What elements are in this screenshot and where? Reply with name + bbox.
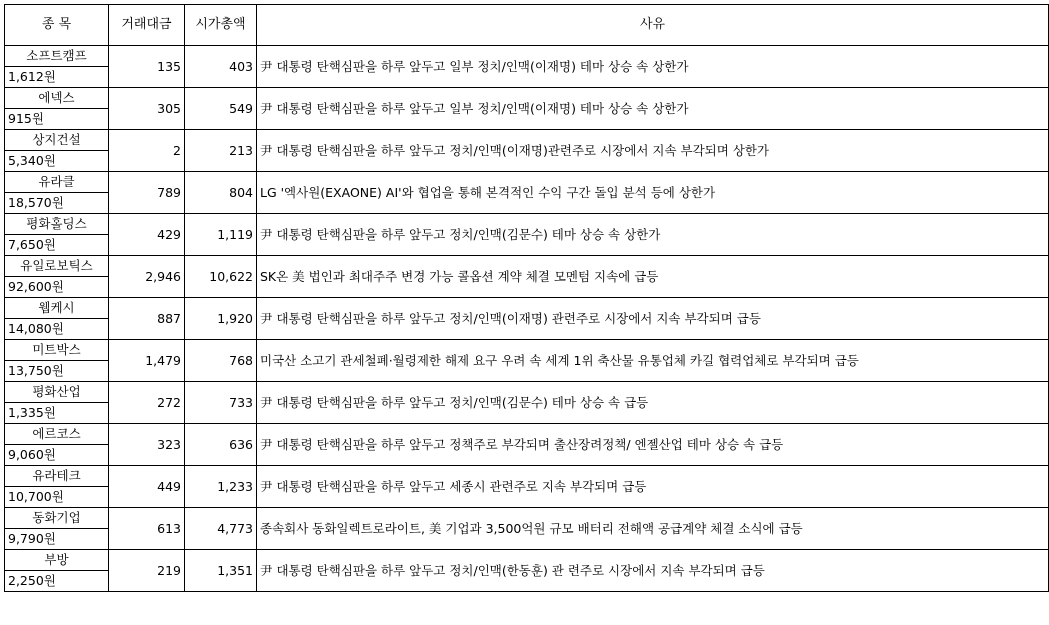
market-cap: 10,622 — [185, 256, 257, 298]
stock-price: 9,790원 — [5, 529, 109, 550]
table-row — [5, 550, 1049, 571]
stock-name: 유라테크 — [5, 466, 109, 487]
market-cap: 768 — [185, 340, 257, 382]
stock-price: 18,570원 — [5, 193, 109, 214]
stock-price: 915원 — [5, 109, 109, 130]
stock-price: 7,650원 — [5, 235, 109, 256]
stock-name: 부방 — [5, 550, 109, 571]
trade-volume: 613 — [109, 508, 185, 550]
stock-price: 1,612원 — [5, 67, 109, 88]
stock-table — [4, 4, 1049, 592]
trade-volume: 429 — [109, 214, 185, 256]
stock-price: 5,340원 — [5, 151, 109, 172]
market-cap: 213 — [185, 130, 257, 172]
stock-price: 2,250원 — [5, 571, 109, 592]
stock-name: 소프트캠프 — [5, 46, 109, 67]
stock-name: 에넥스 — [5, 88, 109, 109]
trade-volume: 449 — [109, 466, 185, 508]
header-market-cap: 시가총액 — [185, 5, 257, 46]
reason-text: 미국산 소고기 관세철폐·월령제한 해제 요구 우려 속 세계 1위 축산물 유통업체 카길 협력업체로 부각되며 급등 — [257, 340, 1049, 382]
table-row — [5, 172, 1049, 193]
market-cap: 1,233 — [185, 466, 257, 508]
trade-volume: 2 — [109, 130, 185, 172]
reason-text: 종속회사 동화일렉트로라이트, 美 기업과 3,500억원 규모 배터리 전해액 공급계약 체결 소식에 급등 — [257, 508, 1049, 550]
trade-volume: 1,479 — [109, 340, 185, 382]
reason-text: SK온 美 법인과 최대주주 변경 가능 콜옵션 계약 체결 모멘텀 지속에 급등 — [257, 256, 1049, 298]
stock-name: 유라클 — [5, 172, 109, 193]
reason-text: 尹 대통령 탄핵심판을 하루 앞두고 세종시 관련주로 지속 부각되며 급등 — [257, 466, 1049, 508]
header-row — [5, 5, 1049, 46]
trade-volume: 789 — [109, 172, 185, 214]
table-row — [5, 298, 1049, 319]
stock-price: 1,335원 — [5, 403, 109, 424]
trade-volume: 887 — [109, 298, 185, 340]
table-row — [5, 88, 1049, 109]
market-cap: 733 — [185, 382, 257, 424]
table-row — [5, 340, 1049, 361]
reason-text: 尹 대통령 탄핵심판을 하루 앞두고 정치/인맥(한동훈) 관 련주로 시장에서 지속 부각되며 급등 — [257, 550, 1049, 592]
header-stock: 종 목 — [5, 5, 109, 46]
reason-text: 尹 대통령 탄핵심판을 하루 앞두고 정치/인맥(이재명) 관련주로 시장에서 지속 부각되며 급등 — [257, 298, 1049, 340]
table-row — [5, 130, 1049, 151]
trade-volume: 135 — [109, 46, 185, 88]
table-row — [5, 508, 1049, 529]
trade-volume: 219 — [109, 550, 185, 592]
reason-text: 尹 대통령 탄핵심판을 하루 앞두고 정책주로 부각되며 출산장려정책/ 엔젤산업 테마 상승 속 급등 — [257, 424, 1049, 466]
trade-volume: 323 — [109, 424, 185, 466]
reason-text: 尹 대통령 탄핵심판을 하루 앞두고 일부 정치/인맥(이재명) 테마 상승 속 상한가 — [257, 88, 1049, 130]
market-cap: 1,920 — [185, 298, 257, 340]
reason-text: 尹 대통령 탄핵심판을 하루 앞두고 일부 정치/인맥(이재명) 테마 상승 속 상한가 — [257, 46, 1049, 88]
stock-price: 14,080원 — [5, 319, 109, 340]
market-cap: 1,351 — [185, 550, 257, 592]
stock-name: 유일로보틱스 — [5, 256, 109, 277]
stock-price: 10,700원 — [5, 487, 109, 508]
stock-name: 동화기업 — [5, 508, 109, 529]
reason-text: 尹 대통령 탄핵심판을 하루 앞두고 정치/인맥(김문수) 테마 상승 속 급등 — [257, 382, 1049, 424]
stock-name: 상지건설 — [5, 130, 109, 151]
reason-text: 尹 대통령 탄핵심판을 하루 앞두고 정치/인맥(이재명)관련주로 시장에서 지속 부각되며 상한가 — [257, 130, 1049, 172]
stock-price: 92,600원 — [5, 277, 109, 298]
stock-name: 에르코스 — [5, 424, 109, 445]
table-row — [5, 214, 1049, 235]
table-row — [5, 466, 1049, 487]
reason-text: LG '엑사원(EXAONE) AI'와 협업을 통해 본격적인 수익 구간 돌입 분석 등에 상한가 — [257, 172, 1049, 214]
header-reason: 사유 — [257, 5, 1049, 46]
reason-text: 尹 대통령 탄핵심판을 하루 앞두고 정치/인맥(김문수) 테마 상승 속 상한가 — [257, 214, 1049, 256]
market-cap: 804 — [185, 172, 257, 214]
market-cap: 403 — [185, 46, 257, 88]
market-cap: 4,773 — [185, 508, 257, 550]
table-row — [5, 46, 1049, 67]
trade-volume: 272 — [109, 382, 185, 424]
stock-price: 13,750원 — [5, 361, 109, 382]
table-row — [5, 256, 1049, 277]
table-row — [5, 424, 1049, 445]
stock-name: 미트박스 — [5, 340, 109, 361]
table-row — [5, 382, 1049, 403]
header-volume: 거래대금 — [109, 5, 185, 46]
stock-name: 평화홀딩스 — [5, 214, 109, 235]
stock-price: 9,060원 — [5, 445, 109, 466]
market-cap: 549 — [185, 88, 257, 130]
trade-volume: 2,946 — [109, 256, 185, 298]
trade-volume: 305 — [109, 88, 185, 130]
stock-name: 평화산업 — [5, 382, 109, 403]
market-cap: 1,119 — [185, 214, 257, 256]
market-cap: 636 — [185, 424, 257, 466]
table-body — [5, 46, 1049, 592]
stock-name: 웹케시 — [5, 298, 109, 319]
